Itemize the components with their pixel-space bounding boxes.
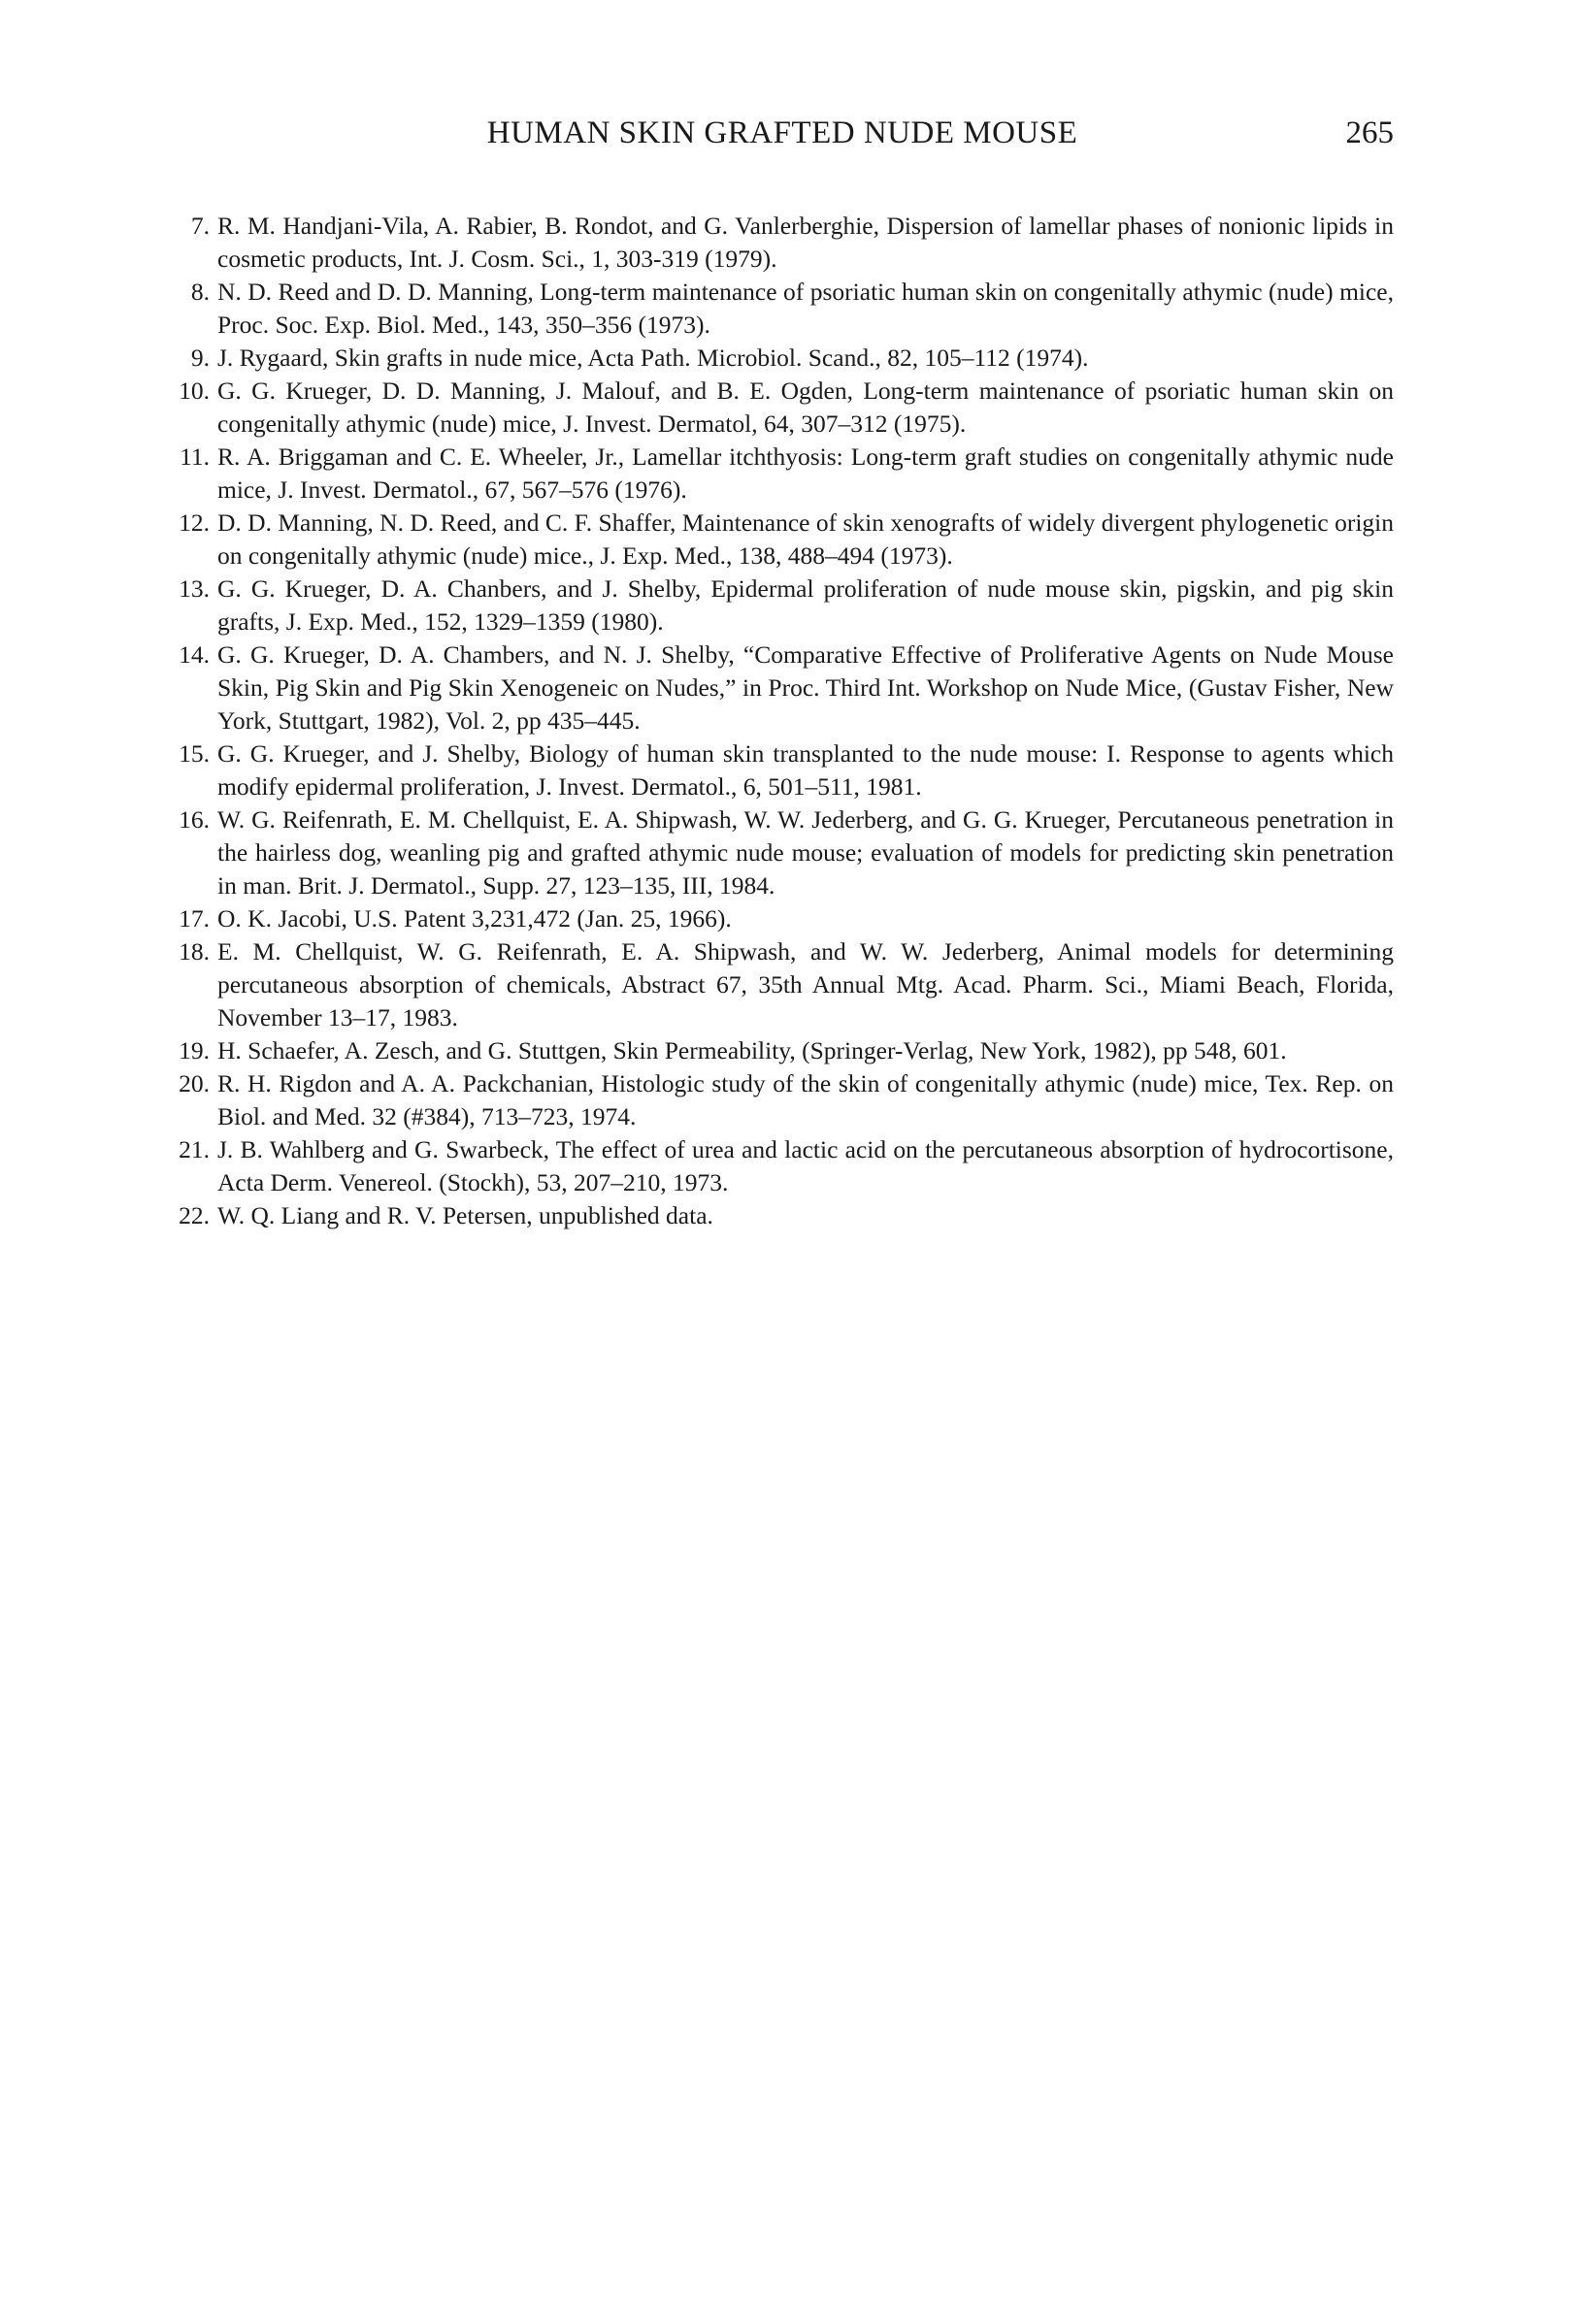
reference-number: 16. <box>179 805 210 834</box>
reference-item <box>171 803 1394 902</box>
reference-text: R. M. Handjani-Vila, A. Rabier, B. Rondot, and G. Vanlerberghie, Dispersion of lamellar phases of nonionic lipids in cosmetic products, Int. J. Cosm. Sci., 1, 303-319 (1979). <box>217 212 1394 273</box>
reference-text: R. H. Rigdon and A. A. Packchanian, Histologic study of the skin of congenitally athymic (nude) mice, Tex. Rep. on Biol. and Med. 32 (#384), 713–723, 1974. <box>217 1069 1394 1130</box>
reference-text: D. D. Manning, N. D. Reed, and C. F. Shaffer, Maintenance of skin xenografts of widely divergent phylogenetic origin on congenitally athymic (nude) mice., J. Exp. Med., 138, 488–494 (1973). <box>217 508 1394 570</box>
reference-text: R. A. Briggaman and C. E. Wheeler, Jr., Lamellar itchthyosis: Long-term graft studies on congenitally athymic nude mice, J. Invest. Dermatol., 67, 567–576 (1976). <box>217 442 1394 504</box>
reference-number: 10. <box>179 376 210 405</box>
reference-text: W. Q. Liang and R. V. Petersen, unpublished data. <box>217 1201 713 1229</box>
page-number: 265 <box>1345 115 1394 150</box>
reference-item <box>171 507 1394 573</box>
reference-number: 14. <box>179 640 210 669</box>
reference-text: E. M. Chellquist, W. G. Reifenrath, E. A. Shipwash, and W. W. Jederberg, Animal models for determining percutaneous absorption of chemicals, Abstract 67, 35th Annual Mtg. Acad. Pharm. Sci., Miami Beach, Florida, November 13–17, 1983. <box>217 937 1394 1031</box>
reference-number: 13. <box>179 574 210 603</box>
reference-item <box>171 441 1394 507</box>
reference-item <box>171 1034 1394 1067</box>
reference-number: 7. <box>190 212 210 240</box>
reference-item <box>171 573 1394 638</box>
reference-text: G. G. Krueger, D. D. Manning, J. Malouf, and B. E. Ogden, Long-term maintenance of psoriatic human skin on congenitally athymic (nude) mice, J. Invest. Dermatol, 64, 307–312 (1975). <box>217 376 1394 438</box>
reference-number: 12. <box>179 508 210 537</box>
reference-item <box>171 737 1394 803</box>
running-title: HUMAN SKIN GRAFTED NUDE MOUSE <box>486 115 1078 150</box>
reference-text: G. G. Krueger, and J. Shelby, Biology of human skin transplanted to the nude mouse: I. Response to agents which modify epidermal proliferation, J. Invest. Dermatol., 6, 501–511, 1981. <box>217 739 1394 801</box>
reference-number: 17. <box>179 904 210 933</box>
reference-number: 9. <box>190 344 210 372</box>
reference-item <box>171 1067 1394 1133</box>
reference-text: G. G. Krueger, D. A. Chambers, and N. J. Shelby, “Comparative Effective of Proliferative Agents on Nude Mouse Skin, Pig Skin and Pig Skin Xenogeneic on Nudes,” in Proc. Third Int. Workshop on Nude Mice, (Gustav Fisher, New York, Stuttgart, 1982), Vol. 2, pp 435–445. <box>217 640 1394 735</box>
reference-text: J. B. Wahlberg and G. Swarbeck, The effect of urea and lactic acid on the percutaneous absorption of hydrocortisone, Acta Derm. Venereol. (Stockh), 53, 207–210, 1973. <box>217 1135 1394 1196</box>
reference-number: 21. <box>179 1135 210 1163</box>
reference-number: 11. <box>180 442 210 471</box>
reference-item <box>171 935 1394 1034</box>
reference-text: O. K. Jacobi, U.S. Patent 3,231,472 (Jan. 25, 1966). <box>217 904 732 933</box>
reference-number: 19. <box>179 1036 210 1064</box>
reference-item <box>171 276 1394 342</box>
reference-text: W. G. Reifenrath, E. M. Chellquist, E. A. Shipwash, W. W. Jederberg, and G. G. Krueger, Percutaneous penetration in the hairless dog, weanling pig and grafted athymic nude mouse; evaluation of models for predicting skin penetration in man. Brit. J. Dermatol., Supp. 27, 123–135, III, 1984. <box>217 805 1394 900</box>
reference-item <box>171 375 1394 441</box>
reference-number: 15. <box>179 739 210 768</box>
reference-text: G. G. Krueger, D. A. Chanbers, and J. Shelby, Epidermal proliferation of nude mouse skin, pigskin, and pig skin grafts, J. Exp. Med., 152, 1329–1359 (1980). <box>217 574 1394 636</box>
reference-text: H. Schaefer, A. Zesch, and G. Stuttgen, Skin Permeability, (Springer-Verlag, New York, 1982), pp 548, 601. <box>217 1036 1287 1064</box>
running-head <box>171 109 1394 157</box>
reference-number: 22. <box>179 1201 210 1229</box>
reference-item <box>171 1133 1394 1199</box>
reference-item <box>171 902 1394 935</box>
reference-number: 8. <box>190 278 210 306</box>
reference-item <box>171 638 1394 737</box>
reference-text: N. D. Reed and D. D. Manning, Long-term maintenance of psoriatic human skin on congenitally athymic (nude) mice, Proc. Soc. Exp. Biol. Med., 143, 350–356 (1973). <box>217 278 1394 339</box>
reference-item <box>171 210 1394 276</box>
reference-number: 20. <box>179 1069 210 1097</box>
reference-text: J. Rygaard, Skin grafts in nude mice, Acta Path. Microbiol. Scand., 82, 105–112 (1974). <box>217 344 1089 372</box>
reference-item <box>171 342 1394 375</box>
reference-number: 18. <box>179 937 210 966</box>
reference-list <box>171 210 1394 1232</box>
reference-item <box>171 1199 1394 1232</box>
